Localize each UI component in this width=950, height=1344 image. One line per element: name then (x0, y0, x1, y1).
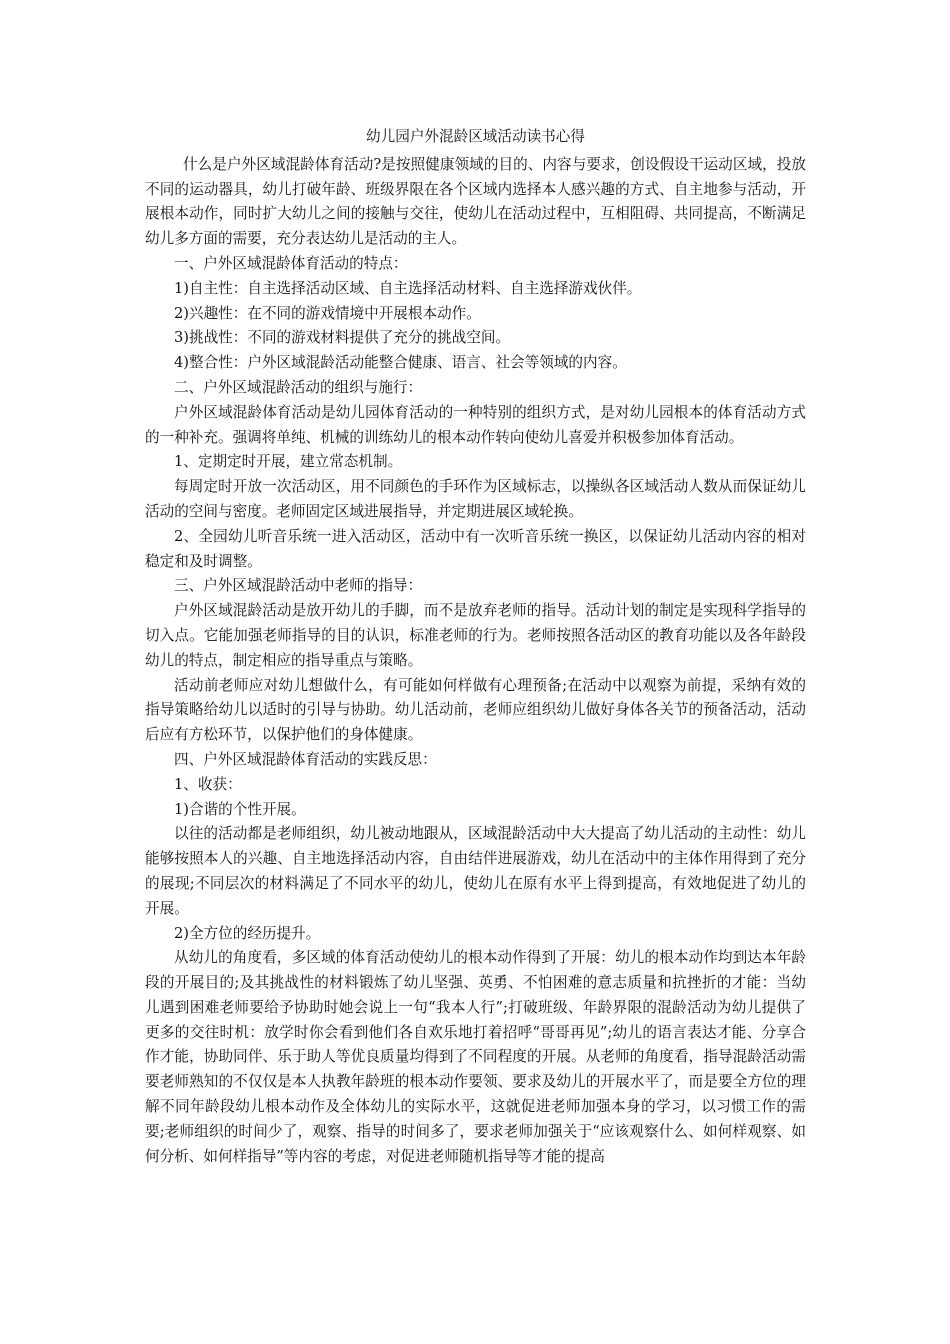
paragraph: 什么是户外区域混龄体育活动?是按照健康领域的目的、内容与要求，创设假设干运动区域，投放不同的运动器具，幼儿打破年龄、班级界限在各个区域内选择本人感兴趣的方式、自主地参与活动，开展根本动作，同时扩大幼儿之间的接触与交往，使幼儿在活动过程中，互相阻碍、共同提高，不断满足幼儿多方面的需要，充分表达幼儿是活动的主人。 (145, 155, 806, 248)
paragraph: 以往的活动都是老师组织，幼儿被动地跟从，区域混龄活动中大大提高了幼儿活动的主动性：幼儿能够按照本人的兴趣、自主地选择活动内容，自由结伴进展游戏，幼儿在活动中的主体作用得到了充分的展现;不同层次的材料满足了不同水平的幼儿，使幼儿在原有水平上得到提高，有效地促进了幼儿的开展。 (145, 825, 806, 917)
list-item: 2、全园幼儿听音乐统一进入活动区，活动中有一次听音乐统一换区，以保证幼儿活动内容的相对稳定和及时调整。 (145, 527, 806, 570)
list-item: 4)整合性：户外区域混龄活动能整合健康、语言、社会等领域的内容。 (174, 354, 627, 372)
list-item: 3)挑战性：不同的游戏材料提供了充分的挑战空间。 (174, 329, 511, 347)
paragraph: 活动前老师应对幼儿想做什么，有可能如何样做有心理预备;在活动中以观察为前提，采纳有效的指导策略给幼儿以适时的引导与协助。幼儿活动前，老师应组织幼儿做好身体各关节的预备活动，活动后应有方松环节，以保护他们的身体健康。 (145, 676, 806, 744)
paragraph: 户外区域混龄活动是放开幼儿的手脚，而不是放弃老师的指导。活动计划的制定是实现科学指导的切入点。它能加强老师指导的目的认识，标准老师的行为。老师按照各活动区的教育功能以及各年龄段幼儿的特点，制定相应的指导重点与策略。 (145, 602, 806, 669)
section-heading: 一、户外区域混龄体育活动的特点： (174, 254, 408, 272)
section-heading: 四、户外区域混龄体育活动的实践反思： (174, 750, 437, 768)
list-item: 2)全方位的经历提升。 (174, 924, 321, 942)
list-item: 2)兴趣性：在不同的游戏情境中开展根本动作。 (174, 304, 481, 322)
list-item: 1)合谐的个性开展。 (174, 800, 306, 818)
list-item: 1、收获： (174, 775, 242, 793)
document-title: 幼儿园户外混龄区域活动读书心得 (366, 128, 585, 145)
paragraph: 户外区域混龄体育活动是幼儿园体育活动的一种特别的组织方式，是对幼儿园根本的体育活动方式的一种补充。强调将单纯、机械的训练幼儿的根本动作转向使幼儿喜爱并积极参加体育活动。 (145, 403, 806, 446)
section-heading: 二、户外区域混龄活动的组织与施行： (174, 378, 423, 396)
paragraph: 每周定时开放一次活动区，用不同颜色的手环作为区域标志，以操纵各区域活动人数从而保证幼儿活动的空间与密度。老师固定区域进展指导，并定期进展区域轮换。 (145, 478, 806, 520)
list-item: 1)自主性：自主选择活动区域、自主选择活动材料、自主选择游戏伙伴。 (174, 279, 642, 297)
paragraph: 从幼儿的角度看，多区域的体育活动使幼儿的根本动作得到了开展：幼儿的根本动作均到达本年龄段的开展目的;及其挑战性的材料锻炼了幼儿坚强、英勇、不怕困难的意志质量和抗挫折的才能：当幼儿遇到困难老师要给予协助时她会说上一句“我本人行”;打破班级、年龄界限的混龄活动为幼儿提供了更多的交往时机：放学时你会看到他们各自欢乐地打着招呼“哥哥再见”;幼儿的语言表达才能、分享合作才能，协助同伴、乐于助人等优良质量均得到了不同程度的开展。从老师的角度看，指导混龄活动需要老师熟知的不仅仅是本人执教年龄班的根本动作要领、要求及幼儿的开展水平了，而是要全方位的理解不同年龄段幼儿根本动作及全体幼儿的实际水平，这就促进老师加强本身的学习，以习惯工作的需要;老师组织的时间少了，观察、指导的时间多了，要求老师加强关于“应该观察什么、如何样观察、如何分析、如何样指导”等内容的考虑，对促进老师随机指导等才能的提高 (145, 949, 806, 1165)
document-body (145, 125, 806, 1169)
list-item: 1、定期定时开展，建立常态机制。 (174, 453, 403, 471)
section-heading: 三、户外区域混龄活动中老师的指导： (174, 577, 423, 595)
